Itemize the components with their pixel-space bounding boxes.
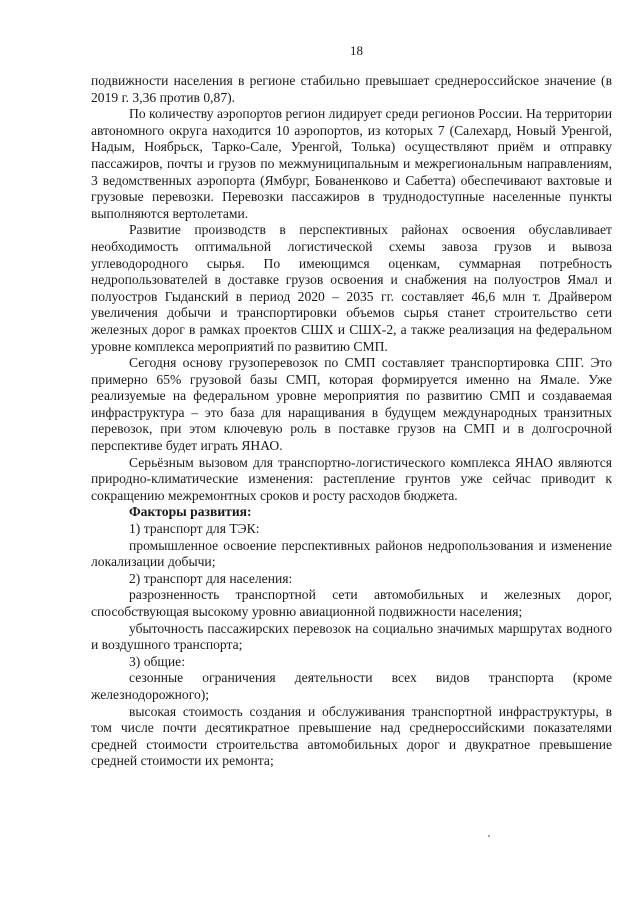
factor-item: разрозненность транспортной сети автомобильных и железных дорог, способствующая высокому уровню авиационной подвижности населения;	[91, 587, 612, 619]
paragraph-continuation: подвижности населения в регионе стабильно превышает среднероссийское значение (в 2019 г. 3,36 против 0,87).	[91, 73, 612, 105]
factors-heading: Факторы развития:	[129, 504, 252, 520]
factor-item: убыточность пассажирских перевозок на социально значимых маршрутах водного и воздушного транспорта;	[91, 620, 612, 653]
factor-group-title-tek: 1) транспорт для ТЭК:	[129, 521, 260, 537]
factor-item: сезонные ограничения деятельности всех видов транспорта (кроме железнодорожного);	[91, 670, 612, 702]
factor-item: высокая стоимость создания и обслуживания транспортной инфраструктуры, в том числе почти десятикратное превышение над среднероссийскими показателями средней стоимости строительства автомобильных дорог и двукратное превышение средней стоимости их ремонта;	[91, 703, 612, 769]
document-body	[91, 73, 612, 770]
factor-group-title-population: 2) транспорт для населения:	[129, 570, 293, 586]
paragraph-smp-lng: Сегодня основу грузоперевозок по СМП составляет транспортировка СПГ. Это примерно 65% грузовой базы СМП, которая формируется именно на Ямале. Уже реализуемые на федеральном уровне мероприятия по развитию СМП и создаваемая инфраструктура – это база для наращивания в будущем международных транзитных перевозок, при этом ключевую роль в поставке грузов на СМП и в долгосрочной перспективе будет играть ЯНАО.	[91, 355, 612, 454]
page-number: 18	[350, 43, 363, 58]
factor-group-title-general: 3) общие:	[129, 653, 185, 669]
paragraph-airports: По количеству аэропортов регион лидирует среди регионов России. На территории автономного округа находится 10 аэропортов, из которых 7 (Салехард, Новый Уренгой, Надым, Ноябрьск, Тарко-Сале, Уренгой, Толька) осуществляют приём и отправку пассажиров, почты и грузов по межмуниципальным и межрегиональным направлениям, 3 ведомственных аэропорта (Ямбург, Бованенково и Сабетта) обеспечивают вахтовые и грузовые перевозки. Перевозки пассажиров в труднодоступные населенные пункты выполняются вертолетами.	[91, 106, 612, 221]
factor-item: промышленное освоение перспективных районов недропользования и изменение локализации добычи;	[91, 537, 612, 570]
paragraph-logistics: Развитие производств в перспективных районах освоения обуславливает необходимость оптимальной логистической схемы завоза грузов и вывоза углеводородного сырья. По имеющимся оценкам, суммарная потребность недропользователей в доставке грузов освоения и снабжения на полуостров Ямал и полуостров Гыданский в период 2020 – 2035 гг. составляет 46,6 млн т. Драйвером увеличения добычи и транспортировки объемов сырья станет строительство сети железных дорог в рамках проектов СШХ и СШХ-2, а также реализация на федеральном уровне комплекса мероприятий по развитию СМП.	[91, 222, 612, 354]
paragraph-climate: Серьёзным вызовом для транспортно-логистического комплекса ЯНАО являются природно-климатические изменения: растепление грунтов уже сейчас приводит к сокращению межремонтных сроков и росту расходов бюджета.	[91, 454, 612, 503]
scan-artifact-dot	[488, 835, 490, 837]
